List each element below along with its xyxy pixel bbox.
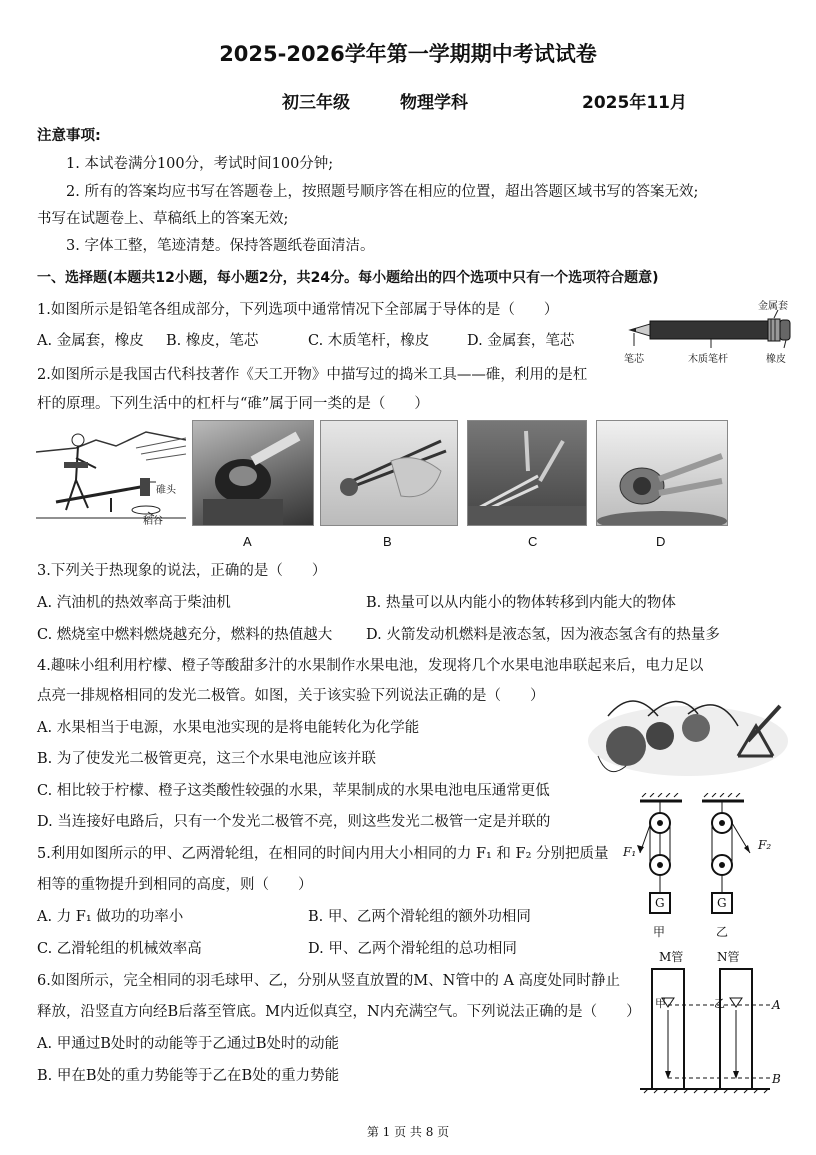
q4-option-c: C. 相比较于柠檬、橙子这类酸性较强的水果，苹果制成的水果电池电压通常更低 [37,783,550,799]
pulley-label-g1: G [655,896,665,910]
date-label: 2025年11月 [582,93,687,113]
q2-stem-line1: 2.如图所示是我国古代科技著作《天工开物》中描写过的捣米工具——碓，利用的是杠 [37,367,588,383]
notice-item-3: 3. 字体工整，笔迹清楚。保持答题纸卷面清洁。 [66,238,375,254]
q1-option-a: A. 金属套，橡皮 [37,333,144,349]
q1-option-d: D. 金属套，笔芯 [467,333,575,349]
q3-stem: 3.下列关于热现象的说法，正确的是（ ） [37,563,327,579]
q5-option-a: A. 力 F₁ 做功的功率小 [37,909,184,925]
section-heading: 一、选择题(本题共12小题，每小题2分，共24分。每小题给出的四个选项中只有一个选项符合题意) [37,270,659,286]
q3-option-d: D. 火箭发动机燃料是液态氢，因为液态氢含有的热量多 [366,627,720,643]
q2-stem-line2: 杆的原理。下列生活中的杠杆与“碓”属于同一类的是（ ） [37,396,429,412]
q5-stem-line1: 5.利用如图所示的甲、乙两滑轮组，在相同的时间内用大小相同的力 F₁ 和 F₂ 分别把质量 [37,846,609,862]
page-title: 2025-2026学年第一学期期中考试试卷 [219,42,597,66]
notice-item-1: 1. 本试卷满分100分，考试时间100分钟; [66,156,334,172]
tube-label-a: A [772,998,781,1012]
tube-label-b: B [772,1072,781,1086]
q4-option-b: B. 为了使发光二极管更亮，这三个水果电池应该并联 [37,751,376,767]
photo-label-c: C [528,534,538,549]
pulley-figure [620,793,790,938]
pencil-label-metal-cap: 金属套 [758,301,788,312]
q1-option-c: C. 木质笔杆，橡皮 [308,333,430,349]
photo-label-a: A [243,534,252,549]
q5-option-c: C. 乙滑轮组的机械效率高 [37,941,202,957]
q6-stem-line2: 释放，沿竖直方向经B后落至管底。M内近似真空，N内充满空气。下列说法正确的是（ ） [37,1004,641,1020]
pencil-label-lead: 笔芯 [624,354,644,365]
tube-label-jia: 甲 [655,997,666,1010]
photo-b-chopsticks [320,420,458,526]
tube-label-m: M管 [659,950,684,964]
q1-option-b: B. 橡皮，笔芯 [166,333,259,349]
pulley-label-g2: G [717,896,727,910]
pulley-label-f1: F₁ [623,845,637,859]
q4-stem-line2: 点亮一排规格相同的发光二极管。如图，关于该实验下列说法正确的是（ ） [37,688,545,704]
q6-option-a: A. 甲通过B处时的动能等于乙通过B处时的动能 [37,1036,339,1052]
photo-label-b: B [383,534,392,549]
tube-label-n: N管 [717,950,740,964]
q3-option-b: B. 热量可以从内能小的物体转移到内能大的物体 [366,595,676,611]
pulley-label-jia: 甲 [653,925,666,939]
q5-option-b: B. 甲、乙两个滑轮组的额外功相同 [308,909,531,925]
q3-option-c: C. 燃烧室中燃料燃烧越充分，燃料的热值越大 [37,627,333,643]
notice-heading: 注意事项: [37,128,101,144]
q6-option-b: B. 甲在B处的重力势能等于乙在B处的重力势能 [37,1068,340,1084]
notice-item-2-cont: 书写在试题卷上、草稿纸上的答案无效; [37,211,289,227]
q4-option-a: A. 水果相当于电源，水果电池实现的是将电能转化为化学能 [37,720,420,736]
pulley-label-f2: F₂ [758,838,772,852]
pencil-label-eraser: 橡皮 [766,354,786,365]
grade-label: 初三年级 [282,93,350,113]
pestle-label-grain: 稻谷 [143,516,163,527]
q3-option-a: A. 汽油机的热效率高于柴油机 [37,595,231,611]
photo-c-shears [467,420,587,526]
fruit-battery-figure [588,686,788,784]
ancient-pestle-figure [36,420,186,528]
pulley-label-yi: 乙 [716,925,729,939]
page-footer: 第 1 页 共 8 页 [366,1125,450,1139]
q5-option-d: D. 甲、乙两个滑轮组的总功相同 [308,941,517,957]
photo-label-d: D [656,534,666,549]
subject-label: 物理学科 [400,93,468,113]
q4-stem-line1: 4.趣味小组利用柠檬、橙子等酸甜多汁的水果制作水果电池，发现将几个水果电池串联起来后，电力足以 [37,658,704,674]
q6-stem-line1: 6.如图所示，完全相同的羽毛球甲、乙，分别从竖直放置的M、N管中的 A 高度处同时静止 [37,973,621,989]
photo-d-nutcracker [596,420,728,526]
photo-a-bottle-opener [192,420,314,526]
pencil-label-wood: 木质笔杆 [688,354,728,365]
q5-stem-line2: 相等的重物提升到相同的高度，则（ ） [37,877,313,893]
tube-label-yi: 乙 [714,997,725,1010]
q4-option-d: D. 当连接好电路后，只有一个发光二极管不亮，则这些发光二极管一定是并联的 [37,814,551,830]
tube-figure [640,965,788,1105]
q1-stem: 1.如图所示是铅笔各组成部分，下列选项中通常情况下全部属于导体的是（ ） [37,302,559,318]
notice-item-2: 2. 所有的答案均应书写在答题卷上，按照题号顺序答在相应的位置，超出答题区域书写的答案无效; [66,184,699,200]
pestle-label-head: 碓头 [156,485,176,496]
